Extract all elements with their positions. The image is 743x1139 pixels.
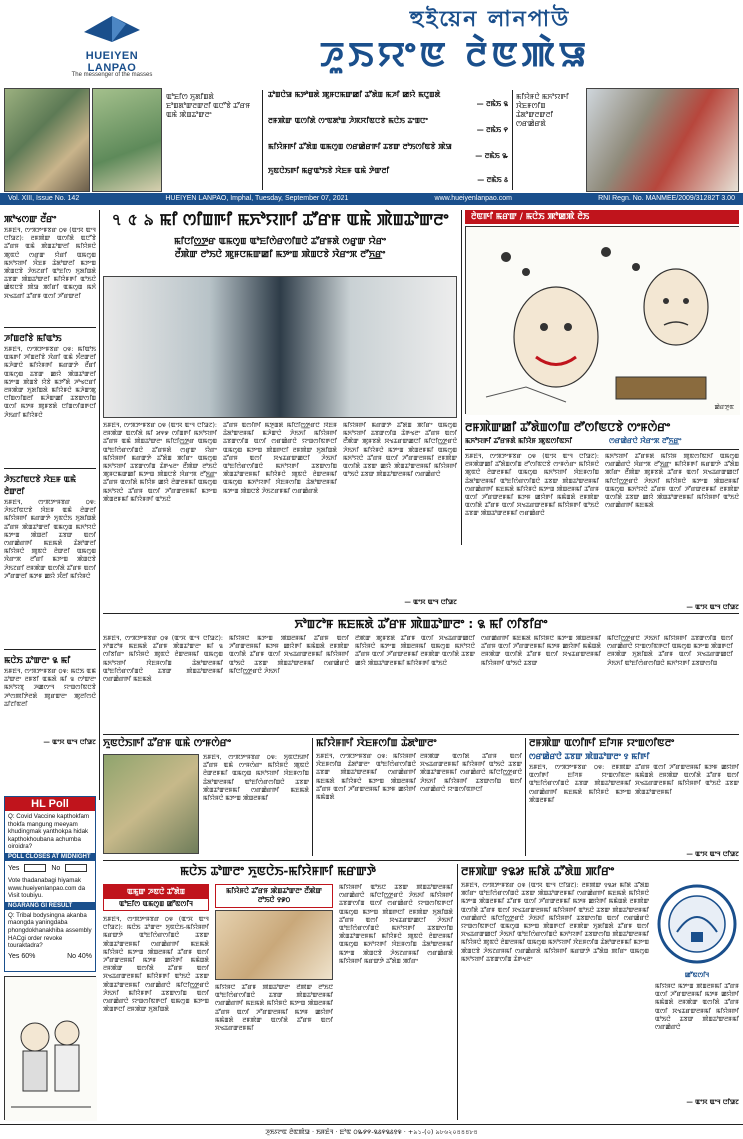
- bottom-box-2: [215, 884, 333, 908]
- cartoon-band: ꯂꯥꯟꯒꯤ ꯃꯔꯛ / ꯃꯅꯥꯏ ꯄꯣꯀꯄꯥ ꯂꯥꯏ: [465, 210, 739, 224]
- bottom-box-2-title: ꯃꯤꯌꯥꯝꯅꯥ ꯊꯧꯔꯝ ꯄꯥꯡꯊꯣꯛꯂꯦ ꯂꯩꯄꯥꯛ ꯂꯣꯏꯅꯥ ꯱꯹꯰: [226, 887, 322, 904]
- bird-logo-icon: [82, 14, 142, 44]
- teaser-3-page: — ꯂꯃꯥꯏ ꯳: [475, 152, 508, 160]
- bottom-right-end: — ꯑꯦꯆ ꯑꯦꯜ ꯅꯤꯎꯖ: [686, 1098, 739, 1106]
- council-seal-icon: [655, 882, 739, 966]
- right-sub-left: ꯃꯈꯣꯌꯒꯤ ꯊꯧꯔꯝꯗꯥ ꯃꯤꯌꯥꯝ ꯄꯨꯟꯁꯤꯟꯈꯤ: [465, 437, 573, 445]
- website-link[interactable]: www.hueiyenlanpao.com: [434, 195, 512, 202]
- left-story-4-body: ꯏꯝꯐꯥꯜ, ꯁꯦꯞꯇꯦꯝꯕꯔ ꯰꯶: ꯃꯅꯥꯏ ꯑꯃꯥ ꯊꯣꯛꯂꯦ ꯂꯝꯕꯤ ꯑꯃꯗꯥ ꯃꯤ ꯲ ꯁꯣꯛꯂꯦ ꯃꯈꯣꯌꯕꯨ ꯍꯀꯁꯦꯜ ꯌꯦꯡꯁꯤꯟꯅꯕꯥ ꯍꯣꯁꯄꯤꯇꯥꯂꯗꯥ ꯄꯨꯔꯛꯂꯦ ꯄꯨꯂꯤꯁꯅꯥ ꯊꯤꯖꯤꯟꯂꯤ: [4, 668, 96, 708]
- mid-body-col-1: ꯏꯝꯐꯥꯜ, ꯁꯦꯞꯇꯦꯝꯕꯔ ꯰꯶ (ꯑꯦꯆ ꯑꯦꯜ ꯅꯤꯎꯖ): ꯈꯣꯡꯖꯣꯝ ꯃꯐꯃꯗꯥ ꯊꯧꯔꯝ ꯄꯥꯡꯊꯣꯛꯂꯦ ꯃꯤ ꯲ ꯁꯤꯕꯤꯔꯦ ꯃꯤꯌꯥꯝꯅꯥ ꯄꯨꯟꯅꯥ ꯂꯥꯛꯂꯝꯃꯤ ꯑꯃꯁꯨꯡ ꯃꯈꯣꯌꯒꯤ ꯋꯥꯐꯝꯁꯤꯡ ꯊꯥꯗꯣꯛꯂꯝꯃꯤ ꯑꯣꯐꯤꯁꯥꯔꯁꯤꯡꯅꯥ ꯊꯕꯛ ꯄꯥꯡꯊꯣꯛꯂꯝꯃꯤ ꯁꯔꯀꯥꯔꯒꯤ ꯃꯐꯃꯗꯥ: [103, 635, 223, 684]
- lead-body-col-2: ꯊꯧꯔꯝ ꯑꯁꯤꯒꯤ ꯃꯇꯨꯡꯗꯥ ꯃꯤꯅꯤꯁ꯭ꯇꯔꯅꯥ ꯋꯥꯐꯝ ꯊꯥꯗꯣꯛꯂꯝꯃꯤ ꯃꯍꯥꯛꯅꯥ ꯍꯥꯏꯈꯤ ꯃꯤꯌꯥꯝꯒꯤ ꯊꯕꯛꯁꯤꯡ ꯑꯁꯤ ꯁꯔꯀꯥꯔꯅꯥ ꯌꯦꯡꯁꯤꯟꯒꯅꯤ ꯑꯃꯁꯨꯡ ꯃꯇꯦꯡ ꯄꯥꯡꯒꯅꯤ ꯂꯝꯄꯥꯛ ꯈꯨꯗꯤꯡꯗꯥ ꯊꯧꯔꯝ ꯑꯁꯤ ꯆꯠꯊꯔꯛꯀꯅꯤ ꯍꯥꯏꯈꯤ ꯑꯣꯐꯤꯁꯥꯔꯁꯤꯡꯅꯥ ꯃꯈꯣꯌꯒꯤ ꯊꯕꯛꯁꯤꯡ ꯄꯥꯡꯊꯣꯛꯂꯝꯃꯤ ꯃꯤꯌꯥꯝꯅꯥ ꯄꯨꯟꯅꯥ ꯂꯥꯛꯂꯝꯃꯤ ꯑꯃꯁꯨꯡ ꯃꯈꯣꯌꯒꯤ ꯋꯥꯐꯝꯁꯤꯡ ꯊꯥꯗꯣꯛꯂꯝꯃꯤ ꯃꯇꯦꯡ ꯄꯥꯡꯅꯕꯥ ꯍꯥꯏꯖꯔꯝꯃꯤ ꯁꯔꯀꯥꯔꯗꯥ: [223, 422, 337, 495]
- story-3-body-2: ꯂꯝꯄꯥꯛ ꯑꯁꯤꯗꯥ ꯊꯧꯔꯝ ꯑꯁꯤ ꯆꯠꯊꯔꯛꯂꯝꯃꯤ ꯃꯤꯌꯥꯝꯒꯤ ꯑꯣꯏꯅꯥ ꯊꯕꯛ ꯄꯥꯡꯊꯣꯛꯂꯝꯃꯤ ꯁꯔꯀꯥꯔꯅꯥ ꯃꯤꯅꯤꯁ꯭ꯇꯔꯅꯥ ꯍꯥꯏꯈꯤ ꯃꯤꯌꯥꯝꯒꯤ ꯊꯕꯛꯁꯤꯡ ꯑꯁꯤ ꯁꯔꯀꯥꯔꯅꯥ ꯌꯦꯡꯁꯤꯟꯒꯅꯤ: [420, 753, 522, 793]
- teaser-photo-left-2[interactable]: [92, 88, 162, 192]
- divider: [457, 864, 458, 1120]
- right-body-col-2: ꯃꯈꯣꯌꯒꯤ ꯊꯧꯔꯝꯗꯥ ꯃꯤꯌꯥꯝ ꯄꯨꯟꯁꯤꯟꯈꯤ ꯑꯃꯁꯨꯡ ꯁꯔꯀꯥꯔꯅꯥ ꯋꯥꯔꯦꯞ ꯂꯧꯈ꯭ꯔꯦ ꯃꯤꯌꯥꯝꯒꯤ ꯃꯔꯛꯇꯥ ꯊꯧꯗꯥꯡ ꯄꯤꯔꯦ ꯂꯩꯄꯥꯛ ꯄꯨꯝꯕꯗꯥ ꯊꯧꯔꯝ ꯑꯁꯤ ꯆꯠꯊꯔꯛꯀꯅꯤ ꯃꯤꯅꯤꯁ꯭ꯇꯔꯅꯥ ꯍꯥꯏꯈꯤ ꯃꯤꯌꯥꯝꯅꯥ ꯃꯇꯦꯡ ꯄꯥꯡꯂꯝꯃꯤ ꯑꯃꯁꯨꯡ ꯃꯈꯣꯌꯅꯥ ꯊꯧꯔꯝ ꯑꯁꯤ ꯍꯧꯔꯛꯂꯝꯃꯤ ꯂꯝꯄꯥꯛ ꯑꯁꯤꯗꯥ ꯊꯕꯛ ꯀꯌꯥ ꯄꯥꯡꯊꯣꯛꯂꯝꯃꯤ ꯃꯤꯌꯥꯝꯒꯤ ꯑꯣꯏꯅꯥ ꯁꯔꯀꯥꯔꯒꯤ ꯃꯐꯃꯗꯥ: [605, 453, 739, 510]
- divider: [99, 210, 100, 800]
- bottom-left-headline[interactable]: ꯃꯅꯥꯏ ꯊꯣꯛꯂꯦ ꯈꯨꯟꯅꯥꯏ-ꯃꯤꯌꯥꯝꯒꯤ ꯃꯔꯛꯇꯥ: [180, 864, 376, 878]
- mid-story: [103, 617, 739, 732]
- lead-story: [103, 210, 457, 610]
- right-story-end: — ꯑꯦꯆ ꯑꯦꯜ ꯅꯤꯎꯖ: [686, 603, 739, 611]
- newspaper-logo[interactable]: [60, 14, 164, 82]
- lead-story-end: — ꯑꯦꯆ ꯑꯦꯜ ꯅꯤꯎꯖ: [404, 598, 457, 606]
- story-4-body-1: ꯏꯝꯐꯥꯜ, ꯁꯦꯞꯇꯦꯝꯕꯔ ꯰꯶: ꯂꯝꯄꯥꯛ ꯑꯁꯤꯒꯤ ꯐꯤꯚꯝ ꯌꯦꯡꯁꯤꯟꯂꯦ ꯑꯣꯐꯤꯁꯥꯔꯁꯤꯡꯅꯥ ꯊꯕꯛ ꯄꯥꯡꯊꯣꯛꯂꯝꯃꯤ ꯁꯔꯀꯥꯔꯒꯤ ꯃꯐꯃꯗꯥ ꯃꯤꯌꯥꯝꯅꯥ ꯃꯇꯦꯡ ꯄꯥꯡꯂꯝꯃꯤ: [529, 764, 631, 804]
- council-logo-label: ꯀꯧꯟꯁꯤꯜ: [684, 971, 710, 979]
- divider: [103, 613, 739, 614]
- teaser-left-note[interactable]: ꯑꯣꯐꯤꯁ ꯈꯨꯗꯤꯡꯗꯥ ꯐꯣꯡꯗꯣꯛꯂꯛꯂꯤ ꯑꯅꯧꯕꯥ ꯊꯧꯔꯝ ꯑꯃꯥ ꯄꯥꯡꯊꯣꯛꯂꯦ: [166, 92, 251, 119]
- teaser-photo-right[interactable]: [586, 88, 739, 192]
- issue-date: HUEIYEN LANPAO, Imphal, Tuesday, September 07, 2021: [165, 195, 349, 202]
- left-story-3-body: ꯏꯝꯐꯥꯜ, ꯁꯦꯞꯇꯦꯝꯕꯔ ꯰꯶: ꯍꯥꯏꯖꯤꯟꯅꯕꯥ ꯋꯥꯐꯝ ꯑꯃꯥ ꯂꯥꯛꯂꯤ ꯃꯤꯌꯥꯝꯒꯤ ꯃꯔꯛꯇꯥ ꯈꯨꯟꯅꯥꯏ ꯈꯨꯗꯤꯡꯗꯥ ꯊꯧꯔꯝ ꯄꯥꯡꯊꯣꯛꯂꯤ ꯑꯃꯁꯨꯡ ꯃꯈꯣꯌꯅꯥ ꯃꯇꯦꯡ ꯄꯥꯡꯂꯤ ꯊꯕꯛ ꯑꯁꯤ ꯁꯔꯀꯥꯔꯒꯤ ꯃꯐꯃꯗꯥ ꯊꯥꯗꯣꯛꯂꯤ ꯃꯤꯌꯥꯝꯅꯥ ꯄꯨꯟꯅꯥ ꯂꯥꯛꯂꯤ ꯑꯃꯁꯨꯡ ꯋꯥꯔꯦꯞ ꯂꯧꯔꯤ ꯃꯇꯦꯡ ꯄꯥꯡꯅꯕꯥ ꯍꯥꯏꯖꯔꯤ ꯂꯝꯄꯥꯛ ꯑꯁꯤꯗꯥ ꯊꯧꯔꯝ ꯑꯁꯤ ꯍꯧꯔꯛꯂꯤ ꯃꯇꯝ ꯀꯌꯥ ꯆꯪꯂꯤ ꯃꯤꯌꯥꯝꯅꯥ: [4, 499, 96, 580]
- bottom-right-body: ꯏꯝꯐꯥꯜ, ꯁꯦꯞꯇꯦꯝꯕꯔ ꯰꯶ (ꯑꯦꯆ ꯑꯦꯜ ꯅꯤꯎꯖ): ꯂꯝꯄꯥꯛ ꯱꯲꯷ ꯃꯤꯗꯥ ꯊꯧꯗꯥꯡ ꯄꯤꯔꯦ ꯑꯣꯐꯤꯁꯥꯔꯁꯤꯡꯅꯥ ꯊꯕꯛ ꯄꯥꯡꯊꯣꯛꯂꯝꯃꯤ ꯁꯔꯀꯥꯔꯒꯤ ꯃꯐꯃꯗꯥ ꯃꯤꯌꯥꯝꯅꯥ ꯃꯇꯦꯡ ꯄꯥꯡꯂꯝꯃꯤ ꯊꯧꯔꯝ ꯑꯁꯤ ꯍꯧꯔꯛꯂꯝꯃꯤ ꯃꯇꯝ ꯀꯌꯥꯒꯤ ꯃꯃꯥꯡꯗꯥ ꯂꯝꯄꯥꯛ ꯑꯁꯤꯗꯥ ꯊꯧꯔꯝ ꯑꯁꯤ ꯆꯠꯊꯔꯛꯂꯝꯃꯤ ꯃꯤꯌꯥꯝꯒꯤ ꯑꯣꯏꯅꯥ ꯊꯕꯛ ꯄꯥꯡꯊꯣꯛꯂꯝꯃꯤ ꯁꯔꯀꯥꯔꯅꯥ ꯃꯤꯅꯤꯁ꯭ꯇꯔꯅꯥ ꯍꯥꯏꯈꯤ ꯃꯤꯌꯥꯝꯒꯤ ꯊꯕꯛꯁꯤꯡ ꯑꯁꯤ ꯁꯔꯀꯥꯔꯅꯥ ꯌꯦꯡꯁꯤꯟꯒꯅꯤ ꯑꯃꯁꯨꯡ ꯃꯇꯦꯡ ꯄꯥꯡꯒꯅꯤ ꯂꯝꯄꯥꯛ ꯈꯨꯗꯤꯡꯗꯥ ꯊꯧꯔꯝ ꯑꯁꯤ ꯆꯠꯊꯔꯛꯀꯅꯤ ꯍꯥꯏꯈꯤ ꯑꯣꯐꯤꯁꯥꯔꯁꯤꯡꯅꯥ ꯃꯈꯣꯌꯒꯤ ꯊꯕꯛꯁꯤꯡ ꯄꯥꯡꯊꯣꯛꯂꯝꯃꯤ ꯃꯤꯌꯥꯝꯅꯥ ꯄꯨꯟꯅꯥ ꯂꯥꯛꯂꯝꯃꯤ ꯑꯃꯁꯨꯡ ꯃꯈꯣꯌꯒꯤ ꯋꯥꯐꯝꯁꯤꯡ ꯊꯥꯗꯣꯛꯂꯝꯃꯤ ꯃꯇꯦꯡ ꯄꯥꯡꯅꯕꯥ ꯍꯥꯏꯖꯔꯝꯃꯤ ꯁꯔꯀꯥꯔꯗꯥ ꯃꯤꯌꯥꯝꯒꯤ ꯃꯔꯛꯇꯥ ꯊꯧꯗꯥꯡ ꯄꯤꯔꯦ ꯑꯃꯁꯨꯡ ꯃꯈꯣꯌꯒꯤ ꯊꯕꯛꯁꯤꯡ ꯊꯥꯒꯠꯂꯦ: [461, 882, 649, 963]
- hl-poll: [4, 796, 96, 972]
- logo-tagline: The messenger of the masses: [71, 72, 153, 78]
- story-3: [316, 738, 522, 856]
- poll-vote-text[interactable]: Vote thadanabagi hiyamak www.hueiyenlanpao.com da Visit toubiyu.: [8, 876, 86, 900]
- story-3-headline[interactable]: ꯃꯤꯌꯥꯝꯒꯤ ꯋꯥꯐꯝꯁꯤꯡ ꯊꯥꯗꯣꯛꯂꯦ: [316, 738, 437, 749]
- mid-body-col-5: ꯃꯤꯅꯤꯁ꯭ꯇꯔꯅꯥ ꯍꯥꯏꯈꯤ ꯃꯤꯌꯥꯝꯒꯤ ꯊꯕꯛꯁꯤꯡ ꯑꯁꯤ ꯁꯔꯀꯥꯔꯅꯥ ꯌꯦꯡꯁꯤꯟꯒꯅꯤ ꯑꯃꯁꯨꯡ ꯃꯇꯦꯡ ꯄꯥꯡꯒꯅꯤ ꯂꯝꯄꯥꯛ ꯈꯨꯗꯤꯡꯗꯥ ꯊꯧꯔꯝ ꯑꯁꯤ ꯆꯠꯊꯔꯛꯀꯅꯤ ꯍꯥꯏꯈꯤ ꯑꯣꯐꯤꯁꯥꯔꯁꯤꯡꯅꯥ ꯃꯈꯣꯌꯒꯤ ꯊꯕꯛꯁꯤꯡ: [607, 635, 733, 667]
- lead-subheadline-1: ꯃꯤꯅꯤꯁ꯭ꯇꯔ ꯑꯃꯁꯨꯡ ꯑꯣꯐꯤꯁꯥꯔꯁꯤꯡꯅꯥ ꯊꯧꯔꯝꯗꯥ ꯁꯔꯨꯛ ꯌꯥꯔꯦ: [174, 237, 386, 247]
- story-4: [529, 738, 739, 856]
- bottom-left-story: [103, 864, 453, 1120]
- small-cartoon[interactable]: [4, 976, 96, 1120]
- right-sub-right: ꯁꯔꯀꯥꯔꯅꯥ ꯋꯥꯔꯦꯞ ꯂꯧꯈ꯭ꯔꯦ: [609, 437, 682, 445]
- poll-no-box[interactable]: [65, 864, 87, 872]
- mid-body-col-4: ꯁꯔꯀꯥꯔꯒꯤ ꯃꯐꯃꯗꯥ ꯃꯤꯌꯥꯝꯅꯥ ꯃꯇꯦꯡ ꯄꯥꯡꯂꯝꯃꯤ ꯊꯧꯔꯝ ꯑꯁꯤ ꯍꯧꯔꯛꯂꯝꯃꯤ ꯃꯇꯝ ꯀꯌꯥꯒꯤ ꯃꯃꯥꯡꯗꯥ ꯂꯝꯄꯥꯛ ꯑꯁꯤꯗꯥ ꯊꯧꯔꯝ ꯑꯁꯤ ꯆꯠꯊꯔꯛꯂꯝꯃꯤ ꯃꯤꯌꯥꯝꯒꯤ ꯑꯣꯏꯅꯥ ꯊꯕꯛ: [481, 635, 601, 667]
- left-headline-4[interactable]: ꯃꯅꯥꯏ ꯊꯣꯛꯂꯦ ꯲ ꯃꯤ: [4, 656, 71, 666]
- poll-closes: POLL CLOSES AT MIDNIGHT: [5, 853, 95, 861]
- bottom-box-1: [103, 884, 209, 911]
- teaser-2-text: ꯂꯝꯄꯥꯛ ꯑꯁꯤꯗꯥ ꯁꯦꯟꯗꯣꯡ ꯍꯥꯞꯆꯤꯟꯅꯕꯥ ꯃꯅꯥꯏ ꯊꯦꯡꯅꯦ: [268, 116, 428, 125]
- teaser-1-text: ꯊꯣꯡꯅꯥꯎ ꯃꯇꯣꯡꯗꯥ ꯄꯨꯝꯅꯃꯛꯀꯤ ꯊꯧꯗꯥꯡ ꯃꯍꯤ ꯀꯌꯥ ꯃꯅꯨꯡꯗꯥ: [268, 90, 441, 99]
- cartoon-panel: [465, 210, 739, 415]
- logo-name: HUEIYEN LANPAO: [85, 50, 139, 74]
- divider: [461, 210, 462, 545]
- left-headline-2[interactable]: ꯍꯤꯡꯂꯤꯕꯥ ꯃꯤꯑꯣꯏ: [4, 334, 62, 344]
- teaser-item-1[interactable]: [268, 90, 508, 116]
- poll-result-question: Q: Tribal bodysingna akanba maongda yaningdaba phongdokhanakhiba assembly HACgi order revoke touraktadra?: [8, 911, 92, 950]
- left-story-end: — ꯑꯦꯆ ꯑꯦꯜ ꯅꯤꯎꯖ: [43, 738, 96, 746]
- teaser-4-page: — ꯂꯃꯥꯏ ꯴: [477, 176, 508, 184]
- story-2-headline[interactable]: ꯈꯨꯟꯅꯥꯏꯒꯤ ꯊꯧꯔꯝ ꯑꯃꯥ ꯁꯦꯝꯁꯥꯔꯦ: [103, 738, 231, 749]
- right-story: [465, 420, 739, 620]
- poll-no-pct: No 40%: [67, 952, 92, 960]
- story-4-end: — ꯑꯦꯆ ꯑꯦꯜ ꯅꯤꯎꯖ: [686, 850, 739, 858]
- bottom-left-body-1: ꯏꯝꯐꯥꯜ, ꯁꯦꯞꯇꯦꯝꯕꯔ ꯰꯶ (ꯑꯦꯆ ꯑꯦꯜ ꯅꯤꯎꯖ): ꯃꯅꯥꯏ ꯊꯣꯛꯂꯦ ꯈꯨꯟꯅꯥꯏ-ꯃꯤꯌꯥꯝꯒꯤ ꯃꯔꯛꯇꯥ ꯑꯣꯐꯤꯁꯥꯔꯁꯤꯡꯅꯥ ꯊꯕꯛ ꯄꯥꯡꯊꯣꯛꯂꯝꯃꯤ ꯁꯔꯀꯥꯔꯒꯤ ꯃꯐꯃꯗꯥ ꯃꯤꯌꯥꯝꯅꯥ ꯃꯇꯦꯡ ꯄꯥꯡꯂꯝꯃꯤ ꯊꯧꯔꯝ ꯑꯁꯤ ꯍꯧꯔꯛꯂꯝꯃꯤ ꯃꯇꯝ ꯀꯌꯥꯒꯤ ꯃꯃꯥꯡꯗꯥ ꯂꯝꯄꯥꯛ ꯑꯁꯤꯗꯥ ꯊꯧꯔꯝ ꯑꯁꯤ ꯆꯠꯊꯔꯛꯂꯝꯃꯤ ꯃꯤꯌꯥꯝꯒꯤ ꯑꯣꯏꯅꯥ ꯊꯕꯛ ꯄꯥꯡꯊꯣꯛꯂꯝꯃꯤ ꯁꯔꯀꯥꯔꯅꯥ ꯃꯤꯅꯤꯁ꯭ꯇꯔꯅꯥ ꯍꯥꯏꯈꯤ ꯃꯤꯌꯥꯝꯒꯤ ꯊꯕꯛꯁꯤꯡ ꯑꯁꯤ ꯁꯔꯀꯥꯔꯅꯥ ꯌꯦꯡꯁꯤꯟꯒꯅꯤ ꯑꯃꯁꯨꯡ ꯃꯇꯦꯡ ꯄꯥꯡꯒꯅꯤ ꯂꯝꯄꯥꯛ ꯈꯨꯗꯤꯡꯗꯥ: [103, 916, 209, 1014]
- lead-photo[interactable]: [103, 276, 457, 418]
- right-headline[interactable]: ꯂꯝꯄꯥꯛꯀꯤ ꯊꯧꯗꯥꯡꯁꯤꯡ ꯂꯧꯁꯤꯟꯅꯕꯥ ꯁꯦꯝꯁꯥꯔꯦ: [465, 420, 671, 434]
- divider: [103, 860, 739, 861]
- left-story-1-body: ꯏꯝꯐꯥꯜ, ꯁꯦꯞꯇꯦꯝꯕꯔ ꯰꯶ (ꯑꯦꯆ ꯑꯦꯜ ꯅꯤꯎꯖ): ꯂꯝꯄꯥꯛ ꯑꯁꯤꯗꯥ ꯑꯅꯧꯕꯥ ꯊꯧꯔꯝ ꯑꯃꯥ ꯄꯥꯡꯊꯣꯛꯂꯤ ꯃꯤꯌꯥꯝꯅꯥ ꯄꯨꯟꯅꯥ ꯁꯔꯨꯛ ꯌꯥꯔꯤ ꯑꯃꯁꯨꯡ ꯃꯈꯣꯌꯒꯤ ꯋꯥꯐꯝ ꯊꯥꯗꯣꯛꯂꯤ ꯃꯇꯦꯡ ꯄꯥꯡꯅꯕꯥ ꯍꯥꯏꯖꯔꯤ ꯑꯣꯐꯤꯁ ꯈꯨꯗꯤꯡꯗꯥ ꯊꯕꯛ ꯄꯥꯡꯊꯣꯛꯂꯤ ꯃꯤꯌꯥꯝꯒꯤ ꯑꯣꯏꯅꯥ ꯀꯥꯟꯅꯕꯥ ꯄꯥꯎ ꯄꯤꯔꯤ ꯑꯃꯁꯨꯡ ꯃꯈꯥ ꯆꯠꯊꯔꯤ ꯊꯧꯔꯝ ꯑꯁꯤ ꯍꯧꯔꯛꯂꯤ: [4, 227, 96, 300]
- bottom-left-body-2: ꯃꯤꯌꯥꯝꯅꯥ ꯊꯧꯔꯝ ꯄꯥꯡꯊꯣꯛꯂꯦ ꯂꯩꯄꯥꯛ ꯂꯣꯏꯅꯥ ꯑꯣꯐꯤꯁꯥꯔꯁꯤꯡꯅꯥ ꯊꯕꯛ ꯄꯥꯡꯊꯣꯛꯂꯝꯃꯤ ꯁꯔꯀꯥꯔꯒꯤ ꯃꯐꯃꯗꯥ ꯃꯤꯌꯥꯝꯅꯥ ꯃꯇꯦꯡ ꯄꯥꯡꯂꯝꯃꯤ ꯊꯧꯔꯝ ꯑꯁꯤ ꯍꯧꯔꯛꯂꯝꯃꯤ ꯃꯇꯝ ꯀꯌꯥꯒꯤ ꯃꯃꯥꯡꯗꯥ ꯂꯝꯄꯥꯛ ꯑꯁꯤꯗꯥ ꯊꯧꯔꯝ ꯑꯁꯤ ꯆꯠꯊꯔꯛꯂꯝꯃꯤ: [215, 984, 333, 1033]
- issue-number: Vol. XIII, Issue No. 142: [8, 195, 80, 202]
- left-story-2-body: ꯏꯝꯐꯥꯜ, ꯁꯦꯞꯇꯦꯝꯕꯔ ꯰꯶: ꯃꯤꯑꯣꯏ ꯑꯃꯒꯤ ꯍꯤꯡꯂꯤꯕꯥ ꯋꯥꯔꯤ ꯑꯃꯥ ꯈꯪꯂꯛꯂꯤ ꯃꯍꯥꯛꯅꯥ ꯃꯤꯌꯥꯝꯒꯤ ꯃꯔꯛꯇꯥ ꯂꯩꯔꯤ ꯑꯃꯁꯨꯡ ꯊꯕꯛ ꯀꯌꯥ ꯄꯥꯡꯊꯣꯛꯂꯤ ꯃꯇꯦꯡ ꯄꯥꯡꯕꯥ ꯌꯥꯕꯥ ꯃꯇꯧꯗꯥ ꯍꯣꯠꯅꯔꯤ ꯂꯝꯄꯥꯛ ꯈꯨꯗꯤꯡꯗꯥ ꯃꯤꯌꯥꯝꯅꯥ ꯃꯍꯥꯛꯄꯨ ꯅꯤꯡꯁꯤꯡꯂꯤ ꯃꯍꯥꯛꯀꯤ ꯊꯕꯛꯁꯤꯡ ꯑꯁꯤ ꯃꯇꯝ ꯄꯨꯝꯕꯗꯥ ꯅꯤꯡꯁꯤꯡꯒꯅꯤ ꯍꯥꯏꯔꯤ ꯃꯤꯌꯥꯝꯅꯥ: [4, 346, 96, 419]
- cartoon-drawing-icon: [466, 227, 740, 415]
- teaser-right-note[interactable]: ꯃꯤꯌꯥꯝꯅꯥ ꯃꯈꯣꯌꯒꯤ ꯋꯥꯐꯝꯁꯤꯡ ꯊꯥꯗꯣꯛꯂꯛꯂꯤ ꯁꯔꯀꯥꯔꯗꯥ: [516, 92, 569, 128]
- bottom-photo[interactable]: [215, 910, 333, 980]
- small-cartoon-drawing-icon: [5, 977, 97, 1121]
- lead-body-col-3: ꯃꯤꯌꯥꯝꯒꯤ ꯃꯔꯛꯇꯥ ꯊꯧꯗꯥꯡ ꯄꯤꯔꯦ ꯑꯃꯁꯨꯡ ꯃꯈꯣꯌꯒꯤ ꯊꯕꯛꯁꯤꯡ ꯊꯥꯒꯠꯂꯦ ꯊꯧꯔꯝ ꯑꯁꯤ ꯂꯩꯄꯥꯛ ꯄꯨꯝꯕꯗꯥ ꯆꯠꯊꯔꯛꯀꯅꯤ ꯃꯤꯅꯤꯁ꯭ꯇꯔꯅꯥ ꯍꯥꯏꯈꯤ ꯃꯤꯌꯥꯝꯅꯥ ꯃꯇꯦꯡ ꯄꯥꯡꯂꯝꯃꯤ ꯑꯃꯁꯨꯡ ꯃꯈꯣꯌꯅꯥ ꯊꯧꯔꯝ ꯑꯁꯤ ꯍꯧꯔꯛꯂꯝꯃꯤ ꯂꯝꯄꯥꯛ ꯑꯁꯤꯗꯥ ꯊꯕꯛ ꯀꯌꯥ ꯄꯥꯡꯊꯣꯛꯂꯝꯃꯤ ꯃꯤꯌꯥꯝꯒꯤ ꯑꯣꯏꯅꯥ ꯊꯕꯛ ꯄꯥꯡꯊꯣꯛꯂꯝꯃꯤ ꯁꯔꯀꯥꯔꯅꯥ: [343, 422, 457, 479]
- paper-title-top: হুইয়েন লানপাউ: [409, 7, 571, 32]
- rni-number: RNI Regn. No. MANMEE/2009/31282T 3.00: [598, 195, 735, 202]
- teaser-item-4[interactable]: [268, 166, 508, 190]
- poll-yes-box[interactable]: [24, 864, 46, 872]
- story-3-body-1: ꯏꯝꯐꯥꯜ, ꯁꯦꯞꯇꯦꯝꯕꯔ ꯰꯶: ꯃꯤꯌꯥꯝꯒꯤ ꯋꯥꯐꯝꯁꯤꯡ ꯊꯥꯗꯣꯛꯂꯦ ꯑꯣꯐꯤꯁꯥꯔꯁꯤꯡꯅꯥ ꯊꯕꯛ ꯄꯥꯡꯊꯣꯛꯂꯝꯃꯤ ꯁꯔꯀꯥꯔꯒꯤ ꯃꯐꯃꯗꯥ ꯃꯤꯌꯥꯝꯅꯥ ꯃꯇꯦꯡ ꯄꯥꯡꯂꯝꯃꯤ ꯊꯧꯔꯝ ꯑꯁꯤ ꯍꯧꯔꯛꯂꯝꯃꯤ ꯃꯇꯝ ꯀꯌꯥꯒꯤ ꯃꯃꯥꯡꯗꯥ: [316, 753, 416, 802]
- lead-headline[interactable]: ৭ ৫ ৯ ꯃꯤ ꯁꯤꯡꯒꯤ ꯃꯈꯣꯌꯒꯤ ꯊꯧꯔꯝ ꯑꯃꯥ ꯄꯥꯡꯊꯣꯛꯂꯦ: [111, 210, 449, 229]
- paper-title-main: ꯍꯨꯏꯌꯦꯟ ꯂꯥꯟꯄꯥꯎ: [319, 35, 591, 75]
- teaser-3-text: ꯃꯤꯌꯥꯝꯒꯤ ꯊꯧꯗꯥꯡ ꯑꯃꯁꯨꯡ ꯁꯔꯀꯥꯔꯒꯤ ꯊꯕꯛ ꯂꯣꯏꯁꯤꯟꯕꯥ ꯄꯥꯎ: [268, 142, 452, 151]
- bottom-box-1-title: ꯑꯃꯨꯛ ꯍꯟꯅꯥ ꯊꯧꯗꯥꯡ: [104, 885, 208, 899]
- mid-body-col-2: ꯃꯤꯌꯥꯝꯅꯥ ꯃꯇꯦꯡ ꯄꯥꯡꯂꯝꯃꯤ ꯊꯧꯔꯝ ꯑꯁꯤ ꯍꯧꯔꯛꯂꯝꯃꯤ ꯃꯇꯝ ꯀꯌꯥꯒꯤ ꯃꯃꯥꯡꯗꯥ ꯂꯝꯄꯥꯛ ꯑꯁꯤꯗꯥ ꯊꯧꯔꯝ ꯑꯁꯤ ꯆꯠꯊꯔꯛꯂꯝꯃꯤ ꯃꯤꯌꯥꯝꯒꯤ ꯑꯣꯏꯅꯥ ꯊꯕꯛ ꯄꯥꯡꯊꯣꯛꯂꯝꯃꯤ ꯁꯔꯀꯥꯔꯅꯥ ꯃꯤꯅꯤꯁ꯭ꯇꯔꯅꯥ ꯍꯥꯏꯈꯤ: [229, 635, 349, 675]
- footer: ꯍꯨꯏꯌꯦꯟ ꯂꯥꯟꯄꯥꯎ · ꯏꯝꯐꯥꯜ · ꯐꯣꯟ ꯰꯳꯸꯵-꯲꯴꯵꯲꯴꯱꯶ · +৯১-(০) ৯৮৬২০৪৪৪৮৪: [0, 1124, 743, 1138]
- poll-results: [5, 952, 95, 961]
- divider: [512, 90, 513, 190]
- poll-options: [5, 861, 95, 875]
- bottom-right-side-body: ꯃꯤꯌꯥꯝꯅꯥ ꯃꯇꯦꯡ ꯄꯥꯡꯂꯝꯃꯤ ꯊꯧꯔꯝ ꯑꯁꯤ ꯍꯧꯔꯛꯂꯝꯃꯤ ꯃꯇꯝ ꯀꯌꯥꯒꯤ ꯃꯃꯥꯡꯗꯥ ꯂꯝꯄꯥꯛ ꯑꯁꯤꯗꯥ ꯊꯧꯔꯝ ꯑꯁꯤ ꯆꯠꯊꯔꯛꯂꯝꯃꯤ ꯃꯤꯌꯥꯝꯒꯤ ꯑꯣꯏꯅꯥ ꯊꯕꯛ ꯄꯥꯡꯊꯣꯛꯂꯝꯃꯤ ꯁꯔꯀꯥꯔꯅꯥ: [655, 983, 739, 1032]
- poll-question: Q: Covid Vaccine kapthokfam thokfa mangung meeyam khudingmak yanthokpa hidak kapthokhoubana achumba oiroidra?: [8, 813, 90, 851]
- mid-headline[interactable]: ꯈꯣꯡꯖꯣꯝ ꯃꯐꯃꯗꯥ ꯊꯧꯔꯝ ꯄꯥꯡꯊꯣꯛꯂꯦ : ꯲ ꯃꯤ ꯁꯤꯕꯤꯔꯦ: [294, 617, 548, 631]
- poll-title: HL Poll: [5, 797, 95, 811]
- left-headline-3[interactable]: ꯍꯥꯏꯖꯤꯟꯅꯕꯥ ꯋꯥꯐꯝ ꯑꯃꯥ ꯂꯥꯛꯂꯤ: [4, 475, 77, 496]
- story-4-subheadline: ꯁꯔꯀꯥꯔꯅꯥ ꯊꯕꯛ ꯄꯥꯡꯊꯣꯛꯂꯦ ꯱ ꯃꯤꯒꯤ: [529, 752, 650, 761]
- story-4-body-2: ꯊꯧꯔꯝ ꯑꯁꯤ ꯍꯧꯔꯛꯂꯝꯃꯤ ꯃꯇꯝ ꯀꯌꯥꯒꯤ ꯃꯃꯥꯡꯗꯥ ꯂꯝꯄꯥꯛ ꯑꯁꯤꯗꯥ ꯊꯧꯔꯝ ꯑꯁꯤ ꯆꯠꯊꯔꯛꯂꯝꯃꯤ ꯃꯤꯌꯥꯝꯒꯤ ꯑꯣꯏꯅꯥ ꯊꯕꯛ ꯄꯥꯡꯊꯣꯛꯂꯝꯃꯤ: [635, 764, 739, 796]
- masthead: [0, 0, 743, 86]
- story-2-photo[interactable]: [103, 754, 199, 854]
- right-body-col-1: ꯏꯝꯐꯥꯜ, ꯁꯦꯞꯇꯦꯝꯕꯔ ꯰꯶ (ꯑꯦꯆ ꯑꯦꯜ ꯅꯤꯎꯖ): ꯂꯝꯄꯥꯛꯀꯤ ꯊꯧꯗꯥꯡꯁꯤꯡ ꯂꯧꯁꯤꯟꯅꯕꯥ ꯁꯦꯝꯁꯥꯔꯦ ꯃꯤꯌꯥꯝꯅꯥ ꯄꯨꯟꯅꯥ ꯂꯥꯛꯂꯝꯃꯤ ꯑꯃꯁꯨꯡ ꯃꯈꯣꯌꯒꯤ ꯋꯥꯐꯝꯁꯤꯡ ꯊꯥꯗꯣꯛꯂꯝꯃꯤ ꯑꯣꯐꯤꯁꯥꯔꯁꯤꯡꯅꯥ ꯊꯕꯛ ꯄꯥꯡꯊꯣꯛꯂꯝꯃꯤ ꯁꯔꯀꯥꯔꯒꯤ ꯃꯐꯃꯗꯥ ꯃꯤꯌꯥꯝꯅꯥ ꯃꯇꯦꯡ ꯄꯥꯡꯂꯝꯃꯤ ꯊꯧꯔꯝ ꯑꯁꯤ ꯍꯧꯔꯛꯂꯝꯃꯤ ꯃꯇꯝ ꯀꯌꯥꯒꯤ ꯃꯃꯥꯡꯗꯥ ꯂꯝꯄꯥꯛ ꯑꯁꯤꯗꯥ ꯊꯧꯔꯝ ꯑꯁꯤ ꯆꯠꯊꯔꯛꯂꯝꯃꯤ ꯃꯤꯌꯥꯝꯒꯤ ꯑꯣꯏꯅꯥ ꯊꯕꯛ ꯄꯥꯡꯊꯣꯛꯂꯝꯃꯤ ꯁꯔꯀꯥꯔꯅꯥ: [465, 453, 599, 518]
- teaser-list: [268, 90, 508, 190]
- story-2: [103, 738, 309, 856]
- divider: [103, 734, 739, 735]
- bottom-right-story: [461, 864, 739, 1120]
- teaser-1-page: — ꯂꯃꯥꯏ ꯲: [476, 100, 508, 108]
- issue-info-bar: [0, 193, 743, 205]
- bottom-right-headline[interactable]: ꯂꯝꯄꯥꯛ ꯱꯲꯷ ꯃꯤꯗꯥ ꯊꯧꯗꯥꯡ ꯄꯤꯔꯦ: [461, 864, 615, 878]
- story-2-body: ꯏꯝꯐꯥꯜ, ꯁꯦꯞꯇꯦꯝꯕꯔ ꯰꯶: ꯈꯨꯟꯅꯥꯏꯒꯤ ꯊꯧꯔꯝ ꯑꯃꯥ ꯁꯦꯝꯁꯥꯔꯦ ꯃꯤꯌꯥꯝꯅꯥ ꯄꯨꯟꯅꯥ ꯂꯥꯛꯂꯝꯃꯤ ꯑꯃꯁꯨꯡ ꯃꯈꯣꯌꯒꯤ ꯋꯥꯐꯝꯁꯤꯡ ꯊꯥꯗꯣꯛꯂꯝꯃꯤ ꯑꯣꯐꯤꯁꯥꯔꯁꯤꯡꯅꯥ ꯊꯕꯛ ꯄꯥꯡꯊꯣꯛꯂꯝꯃꯤ ꯁꯔꯀꯥꯔꯒꯤ ꯃꯐꯃꯗꯥ ꯃꯤꯌꯥꯝꯅꯥ ꯃꯇꯦꯡ ꯄꯥꯡꯂꯝꯃꯤ: [203, 754, 309, 803]
- divider: [525, 738, 526, 856]
- cartoon-caption: ꯀꯥꯔꯇꯨꯟ: [714, 404, 734, 411]
- front-teasers-strip: [0, 88, 743, 192]
- lead-subheadline-2: ꯂꯩꯄꯥꯛ ꯂꯣꯏꯅꯥ ꯄꯨꯝꯅꯃꯛꯀꯤ ꯃꯇꯦꯡ ꯄꯥꯡꯅꯕꯥ ꯋꯥꯔꯦꯞ ꯂꯧꯈ꯭ꯔꯦ: [174, 250, 386, 260]
- teaser-item-2[interactable]: [268, 116, 508, 142]
- teaser-item-3[interactable]: [268, 142, 508, 166]
- bottom-box-1-sub: ꯑꯣꯐꯤꯁ ꯑꯃꯁꯨꯡ ꯀꯧꯟꯁꯤꯜ: [118, 900, 194, 908]
- teaser-4-text: ꯈꯨꯟꯅꯥꯏꯒꯤ ꯃꯔꯨꯑꯣꯏꯕꯥ ꯋꯥꯐꯝ ꯑꯃꯥ ꯇꯥꯛꯂꯤ: [268, 166, 390, 175]
- mid-body-col-3: ꯂꯩꯄꯥꯛ ꯄꯨꯝꯕꯗꯥ ꯊꯧꯔꯝ ꯑꯁꯤ ꯆꯠꯊꯔꯛꯀꯅꯤ ꯃꯤꯌꯥꯝꯅꯥ ꯃꯇꯦꯡ ꯄꯥꯡꯂꯝꯃꯤ ꯑꯃꯁꯨꯡ ꯃꯈꯣꯌꯅꯥ ꯊꯧꯔꯝ ꯑꯁꯤ ꯍꯧꯔꯛꯂꯝꯃꯤ ꯂꯝꯄꯥꯛ ꯑꯁꯤꯗꯥ ꯊꯕꯛ ꯀꯌꯥ ꯄꯥꯡꯊꯣꯛꯂꯝꯃꯤ ꯃꯤꯌꯥꯝꯒꯤ ꯑꯣꯏꯅꯥ: [355, 635, 475, 667]
- divider: [312, 738, 313, 856]
- poll-yes-label: Yes: [8, 864, 20, 872]
- story-4-headline[interactable]: ꯂꯝꯄꯥꯛ ꯑꯁꯤꯒꯤ ꯐꯤꯚꯝ ꯌꯦꯡꯁꯤꯟꯂꯦ: [529, 738, 675, 749]
- poll-yes-pct: Yes 60%: [8, 952, 36, 960]
- cartoon-image[interactable]: [465, 226, 739, 414]
- teaser-photo-left[interactable]: [4, 88, 90, 192]
- left-headline-1[interactable]: ꯄꯣꯠꯁꯛ ꯂꯩꯔꯦ: [4, 215, 57, 225]
- poll-result-head: NGARANG GI RESULT: [5, 902, 95, 910]
- bottom-left-body-3: ꯃꯤꯌꯥꯝꯒꯤ ꯑꯣꯏꯅꯥ ꯊꯕꯛ ꯄꯥꯡꯊꯣꯛꯂꯝꯃꯤ ꯁꯔꯀꯥꯔꯅꯥ ꯃꯤꯅꯤꯁ꯭ꯇꯔꯅꯥ ꯍꯥꯏꯈꯤ ꯃꯤꯌꯥꯝꯒꯤ ꯊꯕꯛꯁꯤꯡ ꯑꯁꯤ ꯁꯔꯀꯥꯔꯅꯥ ꯌꯦꯡꯁꯤꯟꯒꯅꯤ ꯑꯃꯁꯨꯡ ꯃꯇꯦꯡ ꯄꯥꯡꯒꯅꯤ ꯂꯝꯄꯥꯛ ꯈꯨꯗꯤꯡꯗꯥ ꯊꯧꯔꯝ ꯑꯁꯤ ꯆꯠꯊꯔꯛꯀꯅꯤ ꯍꯥꯏꯈꯤ ꯑꯣꯐꯤꯁꯥꯔꯁꯤꯡꯅꯥ ꯃꯈꯣꯌꯒꯤ ꯊꯕꯛꯁꯤꯡ ꯄꯥꯡꯊꯣꯛꯂꯝꯃꯤ ꯃꯤꯌꯥꯝꯅꯥ ꯄꯨꯟꯅꯥ ꯂꯥꯛꯂꯝꯃꯤ ꯑꯃꯁꯨꯡ ꯃꯈꯣꯌꯒꯤ ꯋꯥꯐꯝꯁꯤꯡ ꯊꯥꯗꯣꯛꯂꯝꯃꯤ ꯃꯇꯦꯡ ꯄꯥꯡꯅꯕꯥ ꯍꯥꯏꯖꯔꯝꯃꯤ ꯁꯔꯀꯥꯔꯗꯥ ꯃꯤꯌꯥꯝꯒꯤ ꯃꯔꯛꯇꯥ ꯊꯧꯗꯥꯡ ꯄꯤꯔꯦ: [339, 884, 453, 965]
- left-column: [4, 210, 96, 790]
- divider: [262, 90, 263, 190]
- poll-no-label: No: [51, 864, 61, 872]
- lead-body-col-1: ꯏꯝꯐꯥꯜ, ꯁꯦꯞꯇꯦꯝꯕꯔ ꯰꯶ (ꯑꯦꯆ ꯑꯦꯜ ꯅꯤꯎꯖ): ꯂꯝꯄꯥꯛ ꯑꯁꯤꯗꯥ ꯃꯤ ꯷꯵꯹ ꯁꯤꯡꯒꯤ ꯃꯈꯣꯌꯒꯤ ꯊꯧꯔꯝ ꯑꯃꯥ ꯄꯥꯡꯊꯣꯛꯂꯦ ꯃꯤꯅꯤꯁ꯭ꯇꯔ ꯑꯃꯁꯨꯡ ꯑꯣꯐꯤꯁꯥꯔꯁꯤꯡꯅꯥ ꯊꯧꯔꯝꯗꯥ ꯁꯔꯨꯛ ꯌꯥꯔꯦ ꯃꯤꯌꯥꯝꯒꯤ ꯃꯔꯛꯇꯥ ꯊꯧꯗꯥꯡ ꯄꯤꯔꯦ ꯑꯃꯁꯨꯡ ꯃꯈꯣꯌꯒꯤ ꯊꯕꯛꯁꯤꯡ ꯊꯥꯒꯠꯂꯦ ꯂꯩꯄꯥꯛ ꯂꯣꯏꯅꯥ ꯄꯨꯝꯅꯃꯛꯀꯤ ꯃꯇꯦꯡ ꯄꯥꯡꯅꯕꯥ ꯋꯥꯔꯦꯞ ꯂꯧꯈ꯭ꯔꯦ ꯊꯧꯔꯝ ꯑꯁꯤꯗꯥ ꯃꯤꯌꯥꯝ ꯀꯌꯥ ꯂꯥꯛꯂꯝꯃꯤ ꯑꯃꯁꯨꯡ ꯃꯈꯣꯌꯅꯥ ꯊꯧꯔꯝ ꯑꯁꯤ ꯍꯧꯔꯛꯂꯝꯃꯤ ꯃꯇꯦꯡ ꯄꯥꯡꯂꯝꯃꯤ ꯃꯤꯌꯥꯝꯒꯤ ꯑꯣꯏꯅꯥ: [103, 422, 217, 503]
- council-logo-panel: [655, 882, 739, 1098]
- teaser-2-page: — ꯂꯃꯥꯏ ꯵: [476, 126, 508, 134]
